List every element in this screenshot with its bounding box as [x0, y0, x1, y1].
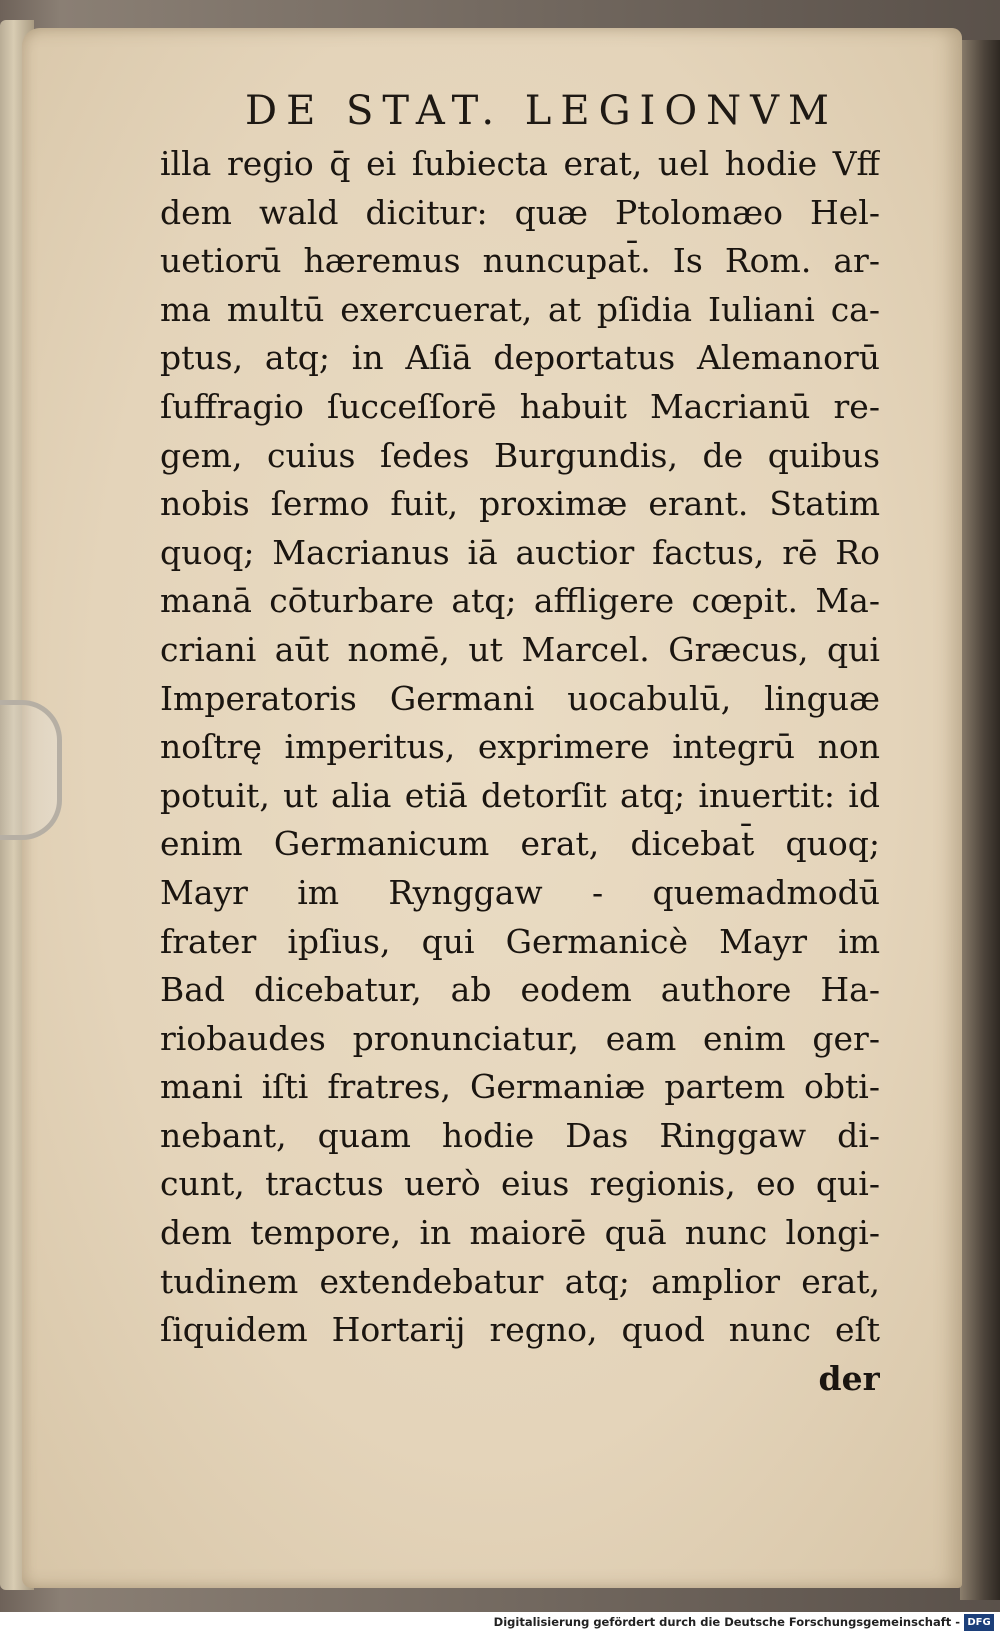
footer-bar [0, 1612, 1000, 1635]
book-clasp [0, 700, 62, 840]
text-line: criani aūt nomē, ut Marcel. Græcus, qui [160, 629, 880, 669]
text-line: ſiquidem Hortarij regno, quod nunc eſt [160, 1310, 880, 1350]
text-line: ſuffragio ſucceſſorē habuit Macrianū re- [160, 386, 880, 426]
text-line: uetiorū hæremus nuncupat̄. Is Rom. ar- [160, 241, 880, 281]
text-line: mani iſti fratres, Germaniæ partem obti- [160, 1067, 880, 1107]
text-line: frater ipſius, qui Germanicè Mayr im [160, 921, 880, 961]
text-line: dem wald dicitur: quæ Ptolomæo Hel- [160, 192, 880, 232]
text-line: Imperatoris Germani uocabulū, linguæ [160, 678, 880, 718]
text-line: enim Germanicum erat, dicebat̄ quoq; [160, 824, 880, 864]
dfg-logo-icon: DFG [964, 1614, 994, 1631]
text-line: nebant, quam hodie Das Ringgaw di- [160, 1115, 880, 1155]
text-line: Mayr im Rynggaw - quemadmodū [160, 872, 880, 912]
text-line: nobis ſermo fuit, proximæ erant. Statim [160, 484, 880, 524]
text-line: dem tempore, in maiorē quā nunc longi- [160, 1213, 880, 1253]
right-page-edges [960, 40, 1000, 1600]
text-line: gem, cuius ſedes Burgundis, de quibus [160, 435, 880, 475]
text-line: ptus, atq; in Aſiā deportatus Alemanorū [160, 338, 880, 378]
text-line: cunt, tractus uerò eius regionis, eo qui- [160, 1164, 880, 1204]
page-text-block [160, 140, 880, 1403]
text-line: noſtrę imperitus, exprimere integrū non [160, 727, 880, 767]
text-line: riobaudes pronunciatur, eam enim ger- [160, 1018, 880, 1058]
text-line: quoq; Macrianus iā auctior factus, rē Ro [160, 532, 880, 572]
text-line: illa regio q̄ ei ſubiecta erat, uel hodie Vff [160, 144, 880, 183]
running-head: DE STAT. LEGIONVM [245, 88, 838, 134]
footer-credit: Digitalisierung gefördert durch die Deutsche Forschungsgemeinschaft - [493, 1615, 960, 1629]
text-line: Bad dicebatur, ab eodem authore Ha- [160, 970, 880, 1010]
text-line: potuit, ut alia etiā detorſit atq; inuertit: id [160, 775, 880, 815]
text-line: der [818, 1358, 880, 1398]
text-line: ma multū exercuerat, at pſidia Iuliani ca- [160, 289, 880, 329]
text-line: tudinem extendebatur atq; amplior erat, [160, 1261, 880, 1301]
text-line: manā cōturbare atq; affligere cœpit. Ma- [160, 581, 880, 621]
